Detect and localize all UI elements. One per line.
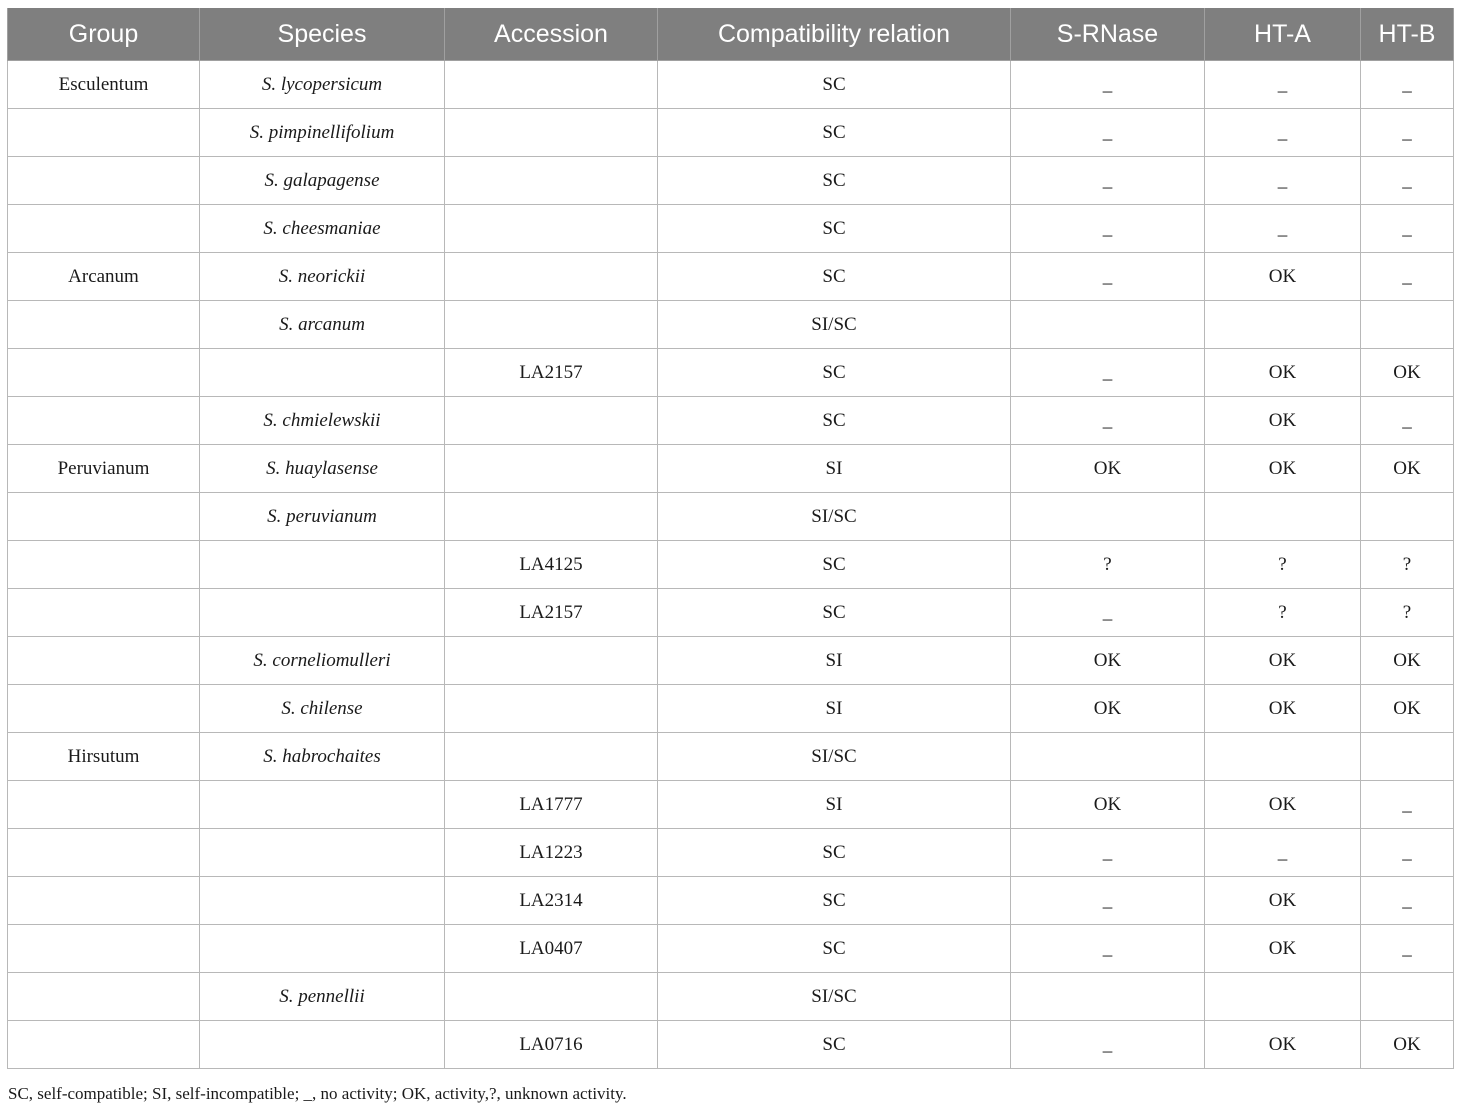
- s-rnase-cell: _: [1011, 253, 1205, 301]
- compatibility-cell: SI/SC: [658, 493, 1011, 541]
- ht-a-cell: [1205, 493, 1361, 541]
- group-cell: [8, 493, 200, 541]
- ht-b-cell: [1361, 733, 1454, 781]
- compatibility-cell: SC: [658, 589, 1011, 637]
- group-cell: [8, 1021, 200, 1069]
- ht-a-cell: OK: [1205, 685, 1361, 733]
- species-cell: [200, 925, 445, 973]
- species-cell: [200, 781, 445, 829]
- accession-cell: [445, 205, 658, 253]
- header-compatibility-relation: Compatibility relation: [658, 8, 1011, 61]
- s-rnase-cell: _: [1011, 349, 1205, 397]
- table-row: [8, 397, 1454, 445]
- species-cell: [200, 349, 445, 397]
- ht-b-cell: _: [1361, 781, 1454, 829]
- s-rnase-cell: [1011, 733, 1205, 781]
- table-row: [8, 1021, 1454, 1069]
- s-rnase-cell: OK: [1011, 637, 1205, 685]
- ht-b-cell: _: [1361, 829, 1454, 877]
- table-footnote: SC, self-compatible; SI, self-incompatible; _, no activity; OK, activity,?, unknown activity.: [8, 1084, 627, 1103]
- compatibility-cell: SC: [658, 253, 1011, 301]
- compatibility-cell: SI: [658, 445, 1011, 493]
- s-rnase-cell: ?: [1011, 541, 1205, 589]
- table-row: [8, 301, 1454, 349]
- ht-a-cell: _: [1205, 205, 1361, 253]
- table-row: [8, 61, 1454, 109]
- species-cell: S. pimpinellifolium: [200, 109, 445, 157]
- ht-b-cell: OK: [1361, 637, 1454, 685]
- species-cell: S. chmielewskii: [200, 397, 445, 445]
- compatibility-cell: SC: [658, 877, 1011, 925]
- species-cell: S. chilense: [200, 685, 445, 733]
- group-cell: Hirsutum: [8, 733, 200, 781]
- table-row: [8, 541, 1454, 589]
- group-cell: [8, 877, 200, 925]
- species-cell: S. lycopersicum: [200, 61, 445, 109]
- compatibility-cell: SC: [658, 109, 1011, 157]
- accession-cell: LA1777: [445, 781, 658, 829]
- compatibility-cell: SC: [658, 397, 1011, 445]
- species-cell: S. corneliomulleri: [200, 637, 445, 685]
- ht-b-cell: _: [1361, 157, 1454, 205]
- table-row: [8, 109, 1454, 157]
- ht-b-cell: _: [1361, 877, 1454, 925]
- group-cell: [8, 541, 200, 589]
- ht-b-cell: _: [1361, 109, 1454, 157]
- table-row: [8, 877, 1454, 925]
- ht-b-cell: _: [1361, 61, 1454, 109]
- accession-cell: LA2157: [445, 589, 658, 637]
- compatibility-cell: SC: [658, 541, 1011, 589]
- table-row: [8, 445, 1454, 493]
- header-group: Group: [8, 8, 200, 61]
- ht-a-cell: [1205, 301, 1361, 349]
- compatibility-cell: SI/SC: [658, 973, 1011, 1021]
- group-cell: [8, 589, 200, 637]
- ht-b-cell: _: [1361, 925, 1454, 973]
- s-rnase-cell: _: [1011, 589, 1205, 637]
- species-cell: [200, 829, 445, 877]
- ht-a-cell: OK: [1205, 637, 1361, 685]
- accession-cell: LA0407: [445, 925, 658, 973]
- s-rnase-cell: _: [1011, 205, 1205, 253]
- group-cell: [8, 925, 200, 973]
- accession-cell: LA2157: [445, 349, 658, 397]
- compatibility-cell: SI: [658, 781, 1011, 829]
- s-rnase-cell: OK: [1011, 781, 1205, 829]
- compatibility-cell: SI/SC: [658, 733, 1011, 781]
- accession-cell: [445, 493, 658, 541]
- group-cell: Arcanum: [8, 253, 200, 301]
- s-rnase-cell: _: [1011, 1021, 1205, 1069]
- species-cell: S. peruvianum: [200, 493, 445, 541]
- ht-b-cell: OK: [1361, 685, 1454, 733]
- ht-a-cell: OK: [1205, 349, 1361, 397]
- ht-a-cell: OK: [1205, 781, 1361, 829]
- table-row: [8, 781, 1454, 829]
- ht-a-cell: OK: [1205, 1021, 1361, 1069]
- compatibility-cell: SI/SC: [658, 301, 1011, 349]
- s-rnase-cell: _: [1011, 109, 1205, 157]
- ht-b-cell: _: [1361, 397, 1454, 445]
- table-row: [8, 589, 1454, 637]
- ht-b-cell: [1361, 493, 1454, 541]
- ht-a-cell: _: [1205, 61, 1361, 109]
- compatibility-cell: SC: [658, 925, 1011, 973]
- ht-a-cell: [1205, 973, 1361, 1021]
- table-row: [8, 685, 1454, 733]
- ht-a-cell: ?: [1205, 541, 1361, 589]
- accession-cell: [445, 397, 658, 445]
- group-cell: [8, 157, 200, 205]
- accession-cell: LA4125: [445, 541, 658, 589]
- accession-cell: [445, 61, 658, 109]
- species-cell: S. cheesmaniae: [200, 205, 445, 253]
- species-cell: S. neorickii: [200, 253, 445, 301]
- compatibility-cell: SC: [658, 349, 1011, 397]
- accession-cell: [445, 253, 658, 301]
- group-cell: [8, 781, 200, 829]
- ht-a-cell: _: [1205, 157, 1361, 205]
- group-cell: [8, 637, 200, 685]
- accession-cell: [445, 157, 658, 205]
- species-cell: S. arcanum: [200, 301, 445, 349]
- compatibility-cell: SC: [658, 829, 1011, 877]
- accession-cell: [445, 685, 658, 733]
- header-ht-a: HT-A: [1205, 8, 1361, 61]
- s-rnase-cell: _: [1011, 61, 1205, 109]
- s-rnase-cell: OK: [1011, 685, 1205, 733]
- group-cell: Peruvianum: [8, 445, 200, 493]
- ht-a-cell: OK: [1205, 925, 1361, 973]
- compatibility-cell: SC: [658, 205, 1011, 253]
- table-row: [8, 493, 1454, 541]
- species-cell: [200, 541, 445, 589]
- s-rnase-cell: _: [1011, 157, 1205, 205]
- group-cell: [8, 301, 200, 349]
- ht-a-cell: OK: [1205, 397, 1361, 445]
- s-rnase-cell: [1011, 493, 1205, 541]
- table-row: [8, 253, 1454, 301]
- table-row: [8, 733, 1454, 781]
- group-cell: [8, 349, 200, 397]
- s-rnase-cell: _: [1011, 925, 1205, 973]
- table-row: [8, 829, 1454, 877]
- ht-a-cell: ?: [1205, 589, 1361, 637]
- ht-a-cell: _: [1205, 829, 1361, 877]
- group-cell: [8, 205, 200, 253]
- s-rnase-cell: [1011, 301, 1205, 349]
- group-cell: Esculentum: [8, 61, 200, 109]
- species-cell: [200, 877, 445, 925]
- ht-b-cell: _: [1361, 205, 1454, 253]
- species-cell: S. huaylasense: [200, 445, 445, 493]
- compatibility-cell: SI: [658, 685, 1011, 733]
- ht-b-cell: ?: [1361, 541, 1454, 589]
- s-rnase-cell: [1011, 973, 1205, 1021]
- ht-b-cell: OK: [1361, 1021, 1454, 1069]
- species-cell: S. galapagense: [200, 157, 445, 205]
- group-cell: [8, 109, 200, 157]
- species-cell: [200, 1021, 445, 1069]
- species-cell: S. pennellii: [200, 973, 445, 1021]
- compatibility-cell: SI: [658, 637, 1011, 685]
- compatibility-cell: SC: [658, 1021, 1011, 1069]
- header-row: [8, 8, 1454, 61]
- compatibility-cell: SC: [658, 157, 1011, 205]
- table-row: [8, 349, 1454, 397]
- ht-b-cell: OK: [1361, 349, 1454, 397]
- species-cell: S. habrochaites: [200, 733, 445, 781]
- table-row: [8, 973, 1454, 1021]
- header-ht-b: HT-B: [1361, 8, 1454, 61]
- ht-a-cell: OK: [1205, 253, 1361, 301]
- table-row: [8, 925, 1454, 973]
- accession-cell: LA0716: [445, 1021, 658, 1069]
- group-cell: [8, 829, 200, 877]
- accession-cell: [445, 637, 658, 685]
- ht-a-cell: _: [1205, 109, 1361, 157]
- compatibility-table: [7, 8, 1454, 1069]
- ht-b-cell: _: [1361, 253, 1454, 301]
- group-cell: [8, 685, 200, 733]
- accession-cell: [445, 301, 658, 349]
- group-cell: [8, 397, 200, 445]
- header-accession: Accession: [445, 8, 658, 61]
- ht-a-cell: OK: [1205, 445, 1361, 493]
- ht-b-cell: [1361, 301, 1454, 349]
- accession-cell: LA2314: [445, 877, 658, 925]
- s-rnase-cell: _: [1011, 877, 1205, 925]
- s-rnase-cell: OK: [1011, 445, 1205, 493]
- accession-cell: LA1223: [445, 829, 658, 877]
- species-cell: [200, 589, 445, 637]
- header-s-rnase: S-RNase: [1011, 8, 1205, 61]
- table-row: [8, 205, 1454, 253]
- accession-cell: [445, 109, 658, 157]
- accession-cell: [445, 733, 658, 781]
- table-row: [8, 157, 1454, 205]
- group-cell: [8, 973, 200, 1021]
- s-rnase-cell: _: [1011, 397, 1205, 445]
- header-species: Species: [200, 8, 445, 61]
- table-body: [8, 61, 1454, 1069]
- accession-cell: [445, 973, 658, 1021]
- s-rnase-cell: _: [1011, 829, 1205, 877]
- accession-cell: [445, 445, 658, 493]
- ht-a-cell: [1205, 733, 1361, 781]
- compatibility-cell: SC: [658, 61, 1011, 109]
- ht-b-cell: OK: [1361, 445, 1454, 493]
- table-row: [8, 637, 1454, 685]
- ht-a-cell: OK: [1205, 877, 1361, 925]
- ht-b-cell: ?: [1361, 589, 1454, 637]
- ht-b-cell: [1361, 973, 1454, 1021]
